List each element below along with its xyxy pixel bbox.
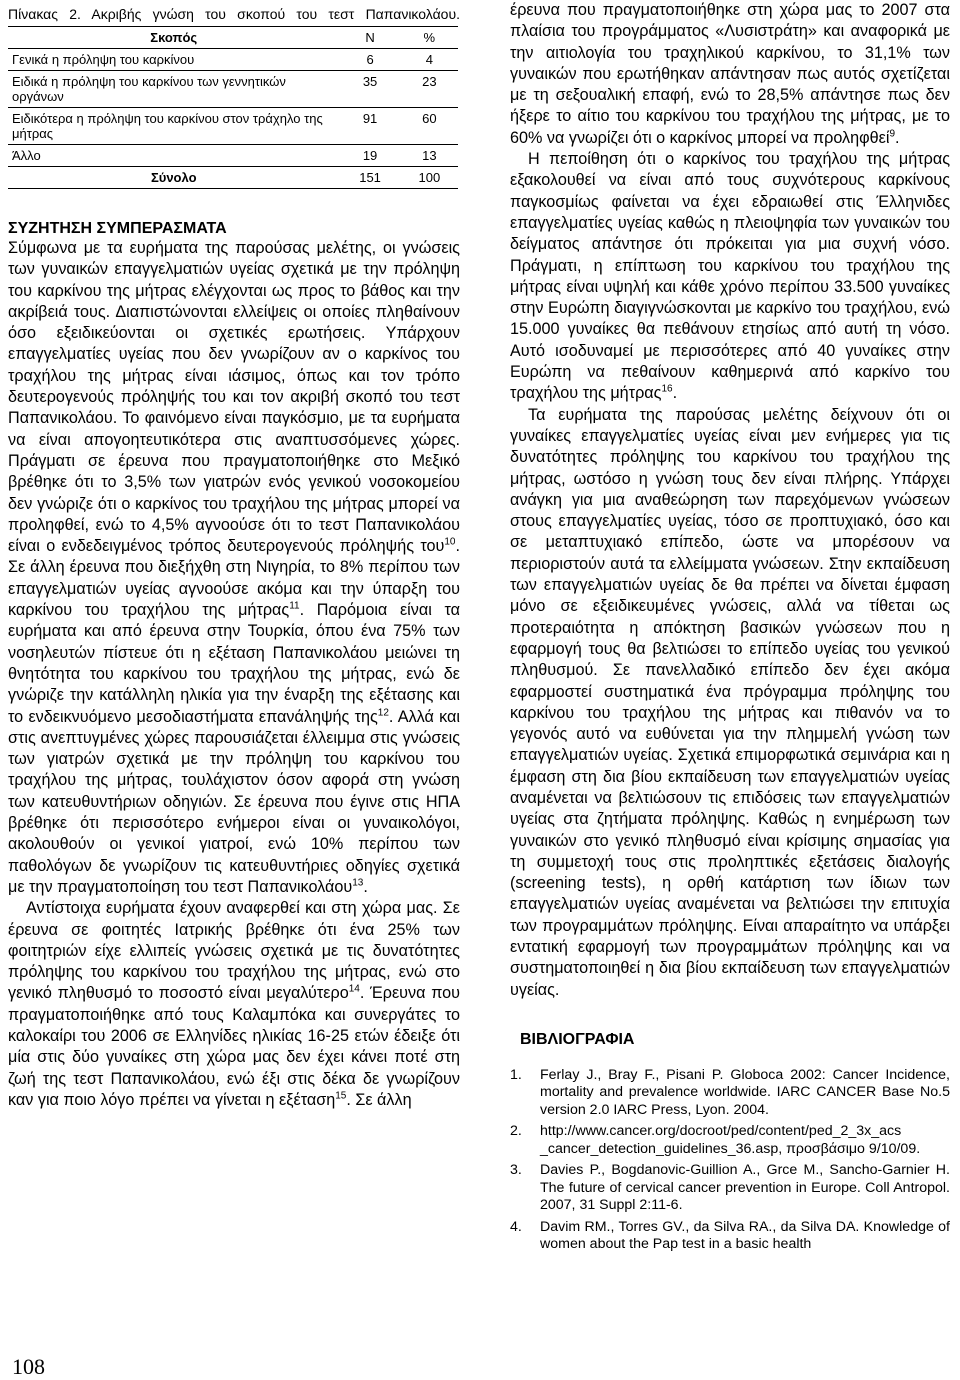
- row-label: Γενικά η πρόληψη του καρκίνου: [8, 49, 339, 71]
- table-row: [8, 49, 458, 71]
- row-pct: 13: [401, 145, 458, 167]
- discussion-paragraph-4: Η πεποίθηση ότι ο καρκίνος του τραχήλου της μήτρας εξακολουθεί να είναι από τους συχνότερους καρκίνους παγκοσμίως φαίνεται να έχει εδραιωθεί στις Έλληνιδες επαγγελματίες υγείας καθώς η πλειοψηφία των γυναικών του δείγματος απάντησε ότι πρόκειται για μια συχνή νόσο. Πράγματι, η επίπτωση του καρκίνου του τραχήλου της μήτρας είναι υψηλή και κάθε χρόνο περίπου 33.500 γυναίκες στην Ευρώπη διαγιγνώσκονται με καρκίνο του τραχήλου, ενώ 15.000 γυναίκες θα πεθάνουν ετησίως από αυτή τη νόσο. Αυτό ισοδυναμεί με περισσότερες από 40 γυναίκες στην Ευρώπη να πεθαίνουν καθημερινά από καρκίνο του τραχήλου της μήτρας$^{16}$.: [510, 150, 950, 403]
- row-n: 35: [339, 71, 400, 108]
- row-label: Ειδικότερα η πρόληψη του καρκίνου στον τράχηλο της μήτρας: [8, 108, 339, 145]
- row-label: Άλλο: [8, 145, 339, 167]
- table-header-row: [8, 27, 458, 49]
- row-label: Ειδικά η πρόληψη του καρκίνου των γεννητικών οργάνων: [8, 71, 339, 108]
- row-n: 19: [339, 145, 400, 167]
- total-pct: 100: [401, 167, 458, 189]
- table-row: [8, 145, 458, 167]
- row-pct: 4: [401, 49, 458, 71]
- reference-item: 4. Davim RM., Torres GV., da Silva RA., da Silva DA. Knowledge of women about the Pap test in a basic health: [510, 1218, 950, 1253]
- header-purpose: Σκοπός: [8, 27, 339, 49]
- header-n: Ν: [339, 27, 400, 49]
- reference-list: [510, 1067, 950, 1254]
- row-pct: 60: [401, 108, 458, 145]
- row-n: 91: [339, 108, 400, 145]
- row-n: 6: [339, 49, 400, 71]
- total-n: 151: [339, 167, 400, 189]
- results-table: [8, 26, 458, 189]
- discussion-paragraph-5: Τα ευρήματα της παρούσας μελέτης δείχνουν ότι οι γυναίκες επαγγελματίες υγείας είναι μεν ενήμερες για τις δυνατότητες πρόληψης του καρκίνου του τραχήλου της μήτρας, ωστόσο η γνώση τους δεν είναι πλήρης. Υπάρχει ανάγκη για μια αναθεώρηση των παρεχόμενων γνώσεων στους επαγγελματίες υγείας, τόσο σε προπτυχιακό, όσο και σε μεταπτυχιακό επίπεδο, ώστε να μπορέσουν να περιοριστούν αυτά τα ελλείμματα γνώσεων. Στην εκπαίδευση των επαγγελματιών υγείας δε θα πρέπει να δίνεται έμφαση μόνο σε εξειδικευμένες γνώσεις, αλλά να τίθεται ως προτεραιότητα η απόκτηση βασικών γνώσεων που η εφαρμογή τους θα βελτιώσει το επίπεδο υγείας του γενικού πληθυσμού. Σε πανελλαδικό επίπεδο δεν έχει ακόμα εφαρμοστεί συστηματικά ένα πρόγραμμα πρόληψης του καρκίνου του τραχήλου της μήτρας και πιθανόν να το γεγονός αυτό να ευθύνεται για την πλημμελή γνώση των επαγγελματιών υγείας. Σχετικά επιμορφωτικά σεμινάρια και η έμφαση στη δια βίου εκπαίδευση των επαγγελματιών υγείας αναμένεται να βελτιώσουν τις επιδόσεις των επαγγελματιών υγείας στα ζητήματα πρόληψης. Καθώς η ενημέρωση των γυναικών στο γενικό πληθυσμό είναι κρίσιμης σημασίας για τη συμμετοχή τους στις προληπτικές εξετάσεις διαλογής (screening tests), η ορθή κατάρτιση των ίδιων των επαγγελματιών υγείας αναμένεται να βελτιώσει την επιτυχία των προγραμμάτων πρόληψης. Είναι απαραίτητο να υπάρξει εντατική εφαρμογή των προγραμμάτων πρόληψης και να συστηματοποιηθεί η δια βίου εκπαίδευση των επαγγελματιών υγείας.: [510, 405, 950, 999]
- section-heading: ΣΥΖΗΤΗΣΗ ΣΥΜΠΕΡΑΣΜΑΤΑ: [8, 220, 227, 237]
- discussion-paragraph-2: Αντίστοιχα ευρήματα έχουν αναφερθεί και στη χώρα μας. Σε έρευνα σε φοιτητές Ιατρικής βρέθηκε ότι ένα 25% των φοιτητριών είχε ελλιπείς γνώσεις σχετικά με τις δυνατότητες πρόληψης του καρκίνου του τραχήλου της μήτρας, ενώ στο γενικό πληθυσμό το ποσοστό είναι μεγαλύτερο$^{14}$. Έρευνα που πραγματοποιήθηκε από τους Καλαμπόκα και συνεργάτες το καλοκαίρι του 2006 σε Ελληνίδες ηλικίας 16-25 ετών έδειξε ότι μία στις δύο γυναίκες στη χώρα μας δεν έχει κάνει ποτέ στη ζωή της τεστ Παπανικολάου, ενώ έξι στις δέκα δε γνωρίζουν καν για ποιο λόγο πρέπει να γίνεται η εξέταση$^{15}$. Σε άλλη: [8, 899, 460, 1109]
- row-pct: 23: [401, 71, 458, 108]
- table-row: [8, 71, 458, 108]
- table-row: [8, 108, 458, 145]
- discussion-paragraph-3: έρευνα που πραγματοποιήθηκε στη χώρα μας το 2007 στα πλαίσια του προγράμματος «Λυσιστράτη» και αναφορικά με την αιτιολογία του τραχηλικού καρκίνου, το 31,1% των γυναικών που ερωτήθηκαν απάντησαν πως αυτός σχετίζεται με τη σεξουαλική επαφή, ενώ το 28,5% απάντησε πως δεν ήξερε το αίτιο του καρκίνου του τραχήλου της μήτρας, με το 60% να γνωρίζει ότι ο καρκίνος μπορεί να προληφθεί$^9$.: [510, 1, 950, 147]
- reference-item: 2. http://www.cancer.org/docroot/ped/content/ped_2_3x_acs _cancer_detection_guidelines_36.asp, προσβάσιμο 9/10/09.: [510, 1123, 921, 1157]
- bibliography-heading: ΒΙΒΛΙΟΓΡΑΦΙΑ: [520, 1030, 635, 1048]
- header-pct: %: [401, 27, 458, 49]
- right-column: [510, 0, 950, 1258]
- discussion-paragraph-1: Σύμφωνα με τα ευρήματα της παρούσας μελέτης, οι γνώσεις των γυναικών επαγγελματιών υγείας σχετικά με την πρόληψη του καρκίνου της μήτρας ελέγχονται ως προς το βάθος και την ακρίβειά τους. Διαπιστώνονται ελλείψεις οι οποίες πληθαίνουν όσο εξειδικεύονται οι σχετικές ερωτήσεις. Υπάρχουν επαγγελματίες υγείας που δεν γνωρίζουν αν ο καρκίνος του τραχήλου της μήτρας είναι ιάσιμος, όπως και τον τρόπο δευτερογενούς πρόληψής του και τον ακριβή σκοπό του τεστ Παπανικολάου. Το φαινόμενο είναι παγκόσμιο, με τα ευρήματα να είναι απογοητευτικότερα στις αναπτυσσόμενες χώρες. Πράγματι σε έρευνα που πραγματοποιήθηκε στο Μεξικό βρέθηκε ότι το 3,5% των γιατρών ενός γενικού νοσοκομείου δεν γνώριζε ότι ο καρκίνος του τραχήλου της μήτρας μπορεί να προληφθεί, ενώ το 4,5% αγνοούσε ότι το τεστ Παπανικολάου είναι ο ενδεδειγμένος τρόπος δευτερογενούς πρόληψής του$^{10}$. Σε άλλη έρευνα που διεξήχθη στη Νιγηρία, το 8% περίπου των επαγγελματιών υγείας αγνοούσε ακόμα και την ύπαρξη του καρκίνου του τραχήλου της μήτρας$^{11}$. Παρόμοια είναι τα ευρήματα και από έρευνα στην Τουρκία, όπου ένα 75% των νοσηλευτών πίστευε ότι η εξέταση Παπανικολάου μειώνει τη θνητότητα του καρκίνου του τραχήλου της μήτρας, ενώ δε γνώριζε την κατάλληλη ηλικία για την έναρξη της εξέτασης και το ενδεικνυόμενο μεσοδιαστήματα επανάληψής της$^{12}$. Αλλά και στις ανεπτυγμένες χώρες παρουσιάζεται έλλειμμα στις γνώσεις των γιατρών σχετικά με την πρόληψη του καρκίνου του τραχήλου της μήτρας, τουλάχιστον όσον αφορά στη γνώση των κατευθυντήριων οδηγιών. Σε έρευνα που έγινε στις ΗΠΑ βρέθηκε ότι περισσότερο ενήμεροι είναι οι γυναικολόγοι, ακολουθούν οι γενικοί γιατροί, ενώ 10% περίπου των παθολόγων δε γνωρίζουν τις κατευθυντήριες οδηγίες σχετικά με την πραγματοποίηση του τεστ Παπανικολάου$^{13}$.: [8, 239, 460, 896]
- reference-item: 1. Ferlay J., Bray F., Pisani P. Globoca 2002: Cancer Incidence, mortality and prevalence worldwide. IARC CANCER Base No.5 version 2.0 IARC Press, Lyon. 2004.: [510, 1066, 950, 1118]
- left-column: [8, 6, 460, 1111]
- total-label: Σύνολο: [8, 167, 339, 189]
- reference-item: 3. Davies P., Bogdanovic-Guillion A., Grce M., Sancho-Garnier H. The future of cervical cancer prevention in Europe. Coll Antropol. 2007, 31 Suppl 2:11-6.: [510, 1162, 950, 1214]
- table-caption: Πίνακας 2. Ακριβής γνώση του σκοπού του τεστ Παπανικολάου.: [8, 6, 460, 22]
- page-number: 108: [12, 1354, 45, 1379]
- table-total-row: [8, 167, 458, 189]
